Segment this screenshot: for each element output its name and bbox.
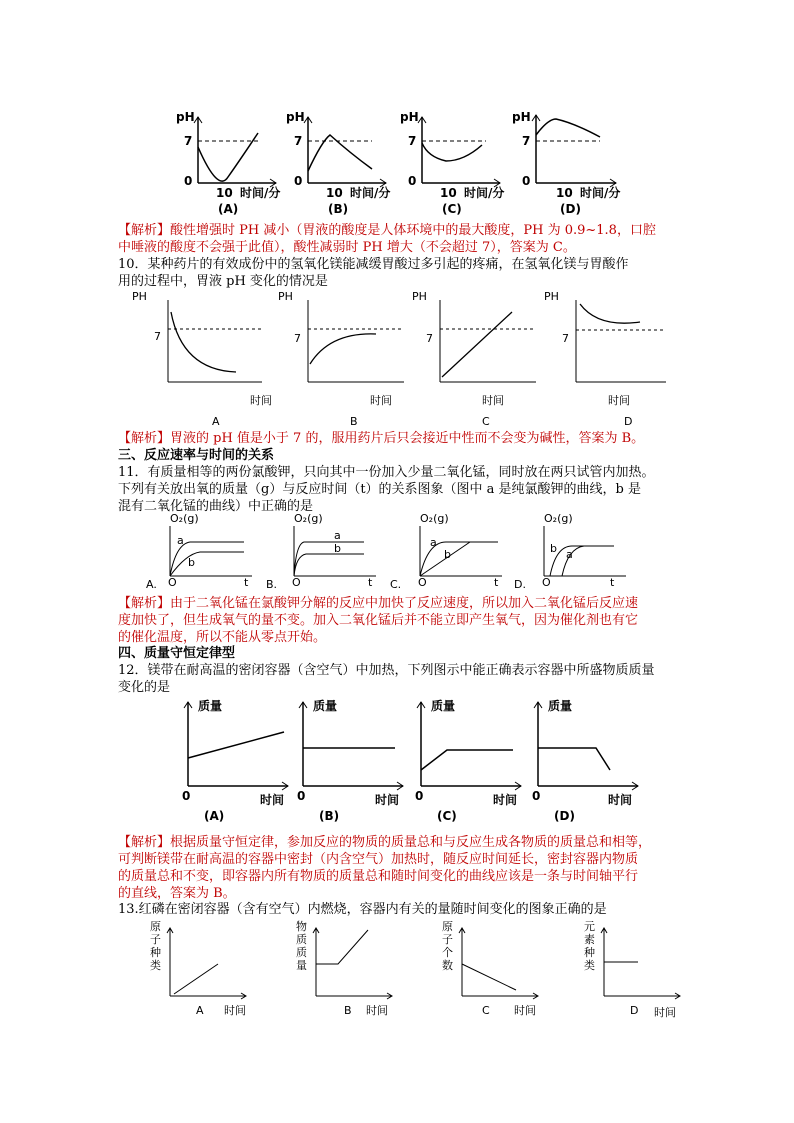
graph-caption: (B): [319, 809, 340, 823]
ph-curve: [442, 312, 512, 377]
graph-caption: A: [196, 1004, 204, 1017]
y-label-char-2: 子: [150, 933, 161, 946]
label-a: a: [430, 536, 437, 549]
ph-curve: [308, 135, 372, 171]
curve-b: [294, 554, 364, 576]
graph-caption: D.: [514, 578, 526, 591]
q12-graph-c: [403, 696, 533, 826]
q11-graph-a: [140, 506, 270, 596]
label-a: a: [334, 529, 341, 542]
x-axis-label: 时间/分: [580, 186, 621, 200]
x-tick-10: 10: [440, 186, 457, 200]
q12-analysis-4: 的直线，答案为 B。: [118, 886, 236, 901]
y-tick-7: 7: [184, 134, 193, 148]
graph-caption: (A): [204, 809, 225, 823]
y-axis-label: O₂(g): [294, 512, 323, 525]
zero-label: 0: [415, 789, 424, 803]
x-axis-label: 时间/分: [240, 186, 281, 200]
x-axis-label: 时间: [260, 793, 285, 807]
y-label-char-2: 质: [296, 933, 307, 946]
y-axis-label: pH: [512, 110, 531, 124]
t-label: t: [368, 576, 373, 589]
y-label-char-1: 原: [150, 920, 161, 933]
y-axis-label: 质量: [313, 699, 338, 713]
y-label-char-3: 质: [296, 946, 307, 959]
x-tick-10: 10: [326, 186, 343, 200]
q9-analysis-2: 中唾液的酸度不会强于此值），酸性减弱时 PH 增大（不会超过 7），答案为 C。: [118, 240, 576, 255]
y-label-char-4: 类: [150, 959, 161, 972]
zero-label: 0: [532, 789, 541, 803]
curve-b: [170, 552, 244, 576]
q11-graph-b: [264, 506, 394, 596]
y-axis-label: 质量: [198, 699, 223, 713]
q10-graph-d: [544, 290, 688, 432]
y-tick-7: 7: [522, 134, 531, 148]
y-axis-label: PH: [278, 290, 293, 303]
q11-question-2: 下列有关放出氧的质量（g）与反应时间（t）的关系图象（图中 a 是纯氯酸钾的曲线，b 是: [118, 482, 642, 497]
y-label-char-1: 原: [442, 920, 453, 933]
graph-caption: (C): [437, 809, 457, 823]
ph-curve: [422, 143, 482, 161]
graph-caption: (A): [218, 202, 239, 216]
q11-analysis-3: 的催化温度，所以不能从零点开始。: [118, 630, 327, 645]
y-label-char-4: 数: [442, 959, 453, 972]
y-label-char-1: 元: [584, 920, 595, 933]
y-axis-label: O₂(g): [544, 512, 573, 525]
x-axis-label: 时间: [482, 394, 504, 407]
section-3-heading: 三、反应速率与时间的关系: [118, 448, 275, 463]
t-label: t: [244, 576, 249, 589]
t-label: t: [610, 576, 615, 589]
graph-caption: C: [482, 415, 490, 428]
y-tick-7: 7: [154, 330, 161, 343]
t-label: t: [494, 576, 499, 589]
graph-caption: B.: [266, 578, 278, 591]
y-axis-label: PH: [544, 290, 559, 303]
q12-analysis-2: 可判断镁带在耐高温的容器中密封（内含空气）加热时，随反应时间延长，密封容器内物质: [118, 852, 639, 867]
graph-caption: A: [212, 415, 220, 428]
graph-caption: B: [344, 1004, 352, 1017]
q11-question-3: 混有二氧化锰的曲线）中正确的是: [118, 499, 314, 514]
curve-a: [550, 546, 614, 576]
graph-caption: A.: [146, 578, 157, 591]
y-tick-7: 7: [294, 332, 301, 345]
origin-label: O: [542, 576, 551, 589]
y-axis-label: PH: [412, 290, 427, 303]
q9-graph-d: [500, 105, 630, 215]
q12-graph-d: [520, 696, 650, 826]
graph-caption: (D): [554, 809, 575, 823]
x-tick-10: 10: [216, 186, 233, 200]
section-4-heading: 四、质量守恒定律型: [118, 646, 236, 661]
zero-label: 0: [294, 174, 303, 188]
data-line: [462, 964, 516, 990]
y-axis-label: 质量: [548, 699, 573, 713]
data-line: [174, 964, 218, 994]
q12-graph-a: [170, 696, 300, 826]
q12-analysis-1: 【解析】根据质量守恒定律，参加反应的物质的质量总和与反应生成各物质的质量总和相等，: [118, 835, 652, 850]
y-label-char-2: 素: [584, 933, 595, 946]
graph-caption: C.: [390, 578, 402, 591]
q13-question-1: 13.红磷在密闭容器（含有空气）内燃烧，容器内有关的量随时间变化的图象正确的是: [118, 902, 607, 917]
q12-analysis-3: 的质量总和不变，即容器内所有物质的质量总和随时间变化的曲线应该是一条与时间轴平行: [118, 869, 639, 884]
y-axis-label: pH: [286, 110, 305, 124]
graph-caption: B: [350, 415, 358, 428]
y-label-char-3: 种: [584, 946, 595, 959]
x-axis-label: 时间: [250, 394, 272, 407]
y-tick-7: 7: [408, 134, 417, 148]
x-axis-label: 时间: [514, 1004, 536, 1017]
y-label-char-4: 类: [584, 959, 595, 972]
x-axis-label: 时间: [493, 793, 518, 807]
q9-graph-b: [270, 105, 400, 215]
x-axis-label: 时间: [370, 394, 392, 407]
y-tick-7: 7: [562, 332, 569, 345]
q11-graph-c: [390, 506, 520, 596]
zero-label: 0: [297, 789, 306, 803]
q11-graph-d: [514, 506, 644, 596]
y-axis-label: 质量: [431, 699, 456, 713]
y-axis-label: O₂(g): [420, 512, 449, 525]
q11-question-1: 11．有质量相等的两份氯酸钾，只向其中一份加入少量二氧化锰，同时放在两只试管内加热。: [118, 465, 655, 480]
x-axis-label: 时间/分: [350, 186, 391, 200]
y-label-char-3: 个: [442, 946, 453, 959]
zero-label: 0: [408, 174, 417, 188]
q9-analysis-1: 【解析】酸性增强时 PH 减小（胃液的酸度是人体环境中的最大酸度，PH 为 0.9~1.8，口腔: [118, 223, 656, 238]
q11-analysis-2: 度加快了，但生成氧气的量不变。加入二氧化锰后并不能立即产生氧气，因为催化剂也有它: [118, 613, 639, 628]
graph-caption: C: [482, 1004, 490, 1017]
q12-question-1: 12．镁带在耐高温的密闭容器（含空气）中加热，下列图示中能正确表示容器中所盛物质质量: [118, 663, 655, 678]
q12-question-2: 变化的是: [118, 680, 171, 695]
zero-label: 0: [522, 174, 531, 188]
graph-caption: (D): [560, 202, 581, 216]
y-label-char-2: 子: [442, 933, 453, 946]
q10-question-2: 用的过程中，胃液 pH 变化的情况是: [118, 274, 328, 289]
x-axis-label: 时间: [366, 1004, 388, 1017]
y-label-char-1: 物: [296, 920, 307, 933]
zero-label: 0: [184, 174, 193, 188]
q12-graph-b: [285, 696, 415, 826]
origin-label: O: [292, 576, 301, 589]
label-b: b: [188, 556, 195, 569]
curve-a: [294, 542, 364, 576]
x-axis-label: 时间/分: [464, 186, 505, 200]
ph-curve: [536, 119, 600, 137]
q10-analysis: 【解析】胃液的 pH 值是小于 7 的，服用药片后只会接近中性而不会变为碱性，答案为 B。: [118, 431, 645, 446]
q9-graph-c: [384, 105, 514, 215]
ph-curve: [198, 133, 258, 181]
q13-graph-a: [148, 918, 288, 1022]
y-tick-7: 7: [294, 134, 303, 148]
q10-graph-b: [280, 292, 420, 432]
x-axis-label: 时间: [654, 1006, 676, 1019]
q13-graph-b: [294, 918, 434, 1022]
graph-caption: D: [630, 1004, 639, 1017]
origin-label: O: [168, 576, 177, 589]
y-axis-label: O₂(g): [170, 512, 199, 525]
x-axis-label: 时间: [224, 1004, 246, 1017]
ph-curve: [171, 312, 236, 372]
ph-curve: [310, 334, 376, 364]
curve-a: [170, 542, 244, 576]
q10-graph-a: [132, 290, 280, 432]
label-b: b: [444, 548, 451, 561]
q11-analysis-1: 【解析】由于二氧化锰在氯酸钾分解的反应中加快了反应速度，所以加入二氧化锰后反应速: [118, 596, 639, 611]
x-tick-10: 10: [556, 186, 573, 200]
y-tick-7: 7: [426, 332, 433, 345]
q10-question-1: 10．某种药片的有效成份中的氢氧化镁能减缓胃酸过多引起的疼痛，在氢氧化镁与胃酸作: [118, 257, 629, 272]
q10-graph-c: [412, 292, 552, 432]
q13-graph-d: [582, 918, 722, 1022]
y-axis-label: pH: [400, 110, 419, 124]
y-label-char-4: 量: [296, 959, 307, 972]
graph-caption: (B): [328, 202, 349, 216]
mass-line: [421, 750, 513, 770]
mass-line: [188, 732, 284, 758]
y-label-char-3: 种: [150, 946, 161, 959]
ph-curve: [580, 304, 640, 323]
data-line: [316, 930, 368, 964]
graph-caption: D: [624, 415, 633, 428]
label-b: b: [334, 542, 341, 555]
x-axis-label: 时间: [608, 793, 633, 807]
x-axis-label: 时间: [375, 793, 400, 807]
y-axis-label: PH: [132, 290, 147, 303]
zero-label: 0: [182, 789, 191, 803]
label-a: a: [566, 548, 573, 561]
x-axis-label: 时间: [608, 394, 630, 407]
y-axis-label: pH: [176, 110, 195, 124]
label-a: a: [177, 534, 184, 547]
q13-graph-c: [440, 918, 580, 1022]
label-b: b: [550, 542, 557, 555]
graph-caption: (C): [442, 202, 462, 216]
mass-line: [538, 748, 610, 770]
origin-label: O: [418, 576, 427, 589]
